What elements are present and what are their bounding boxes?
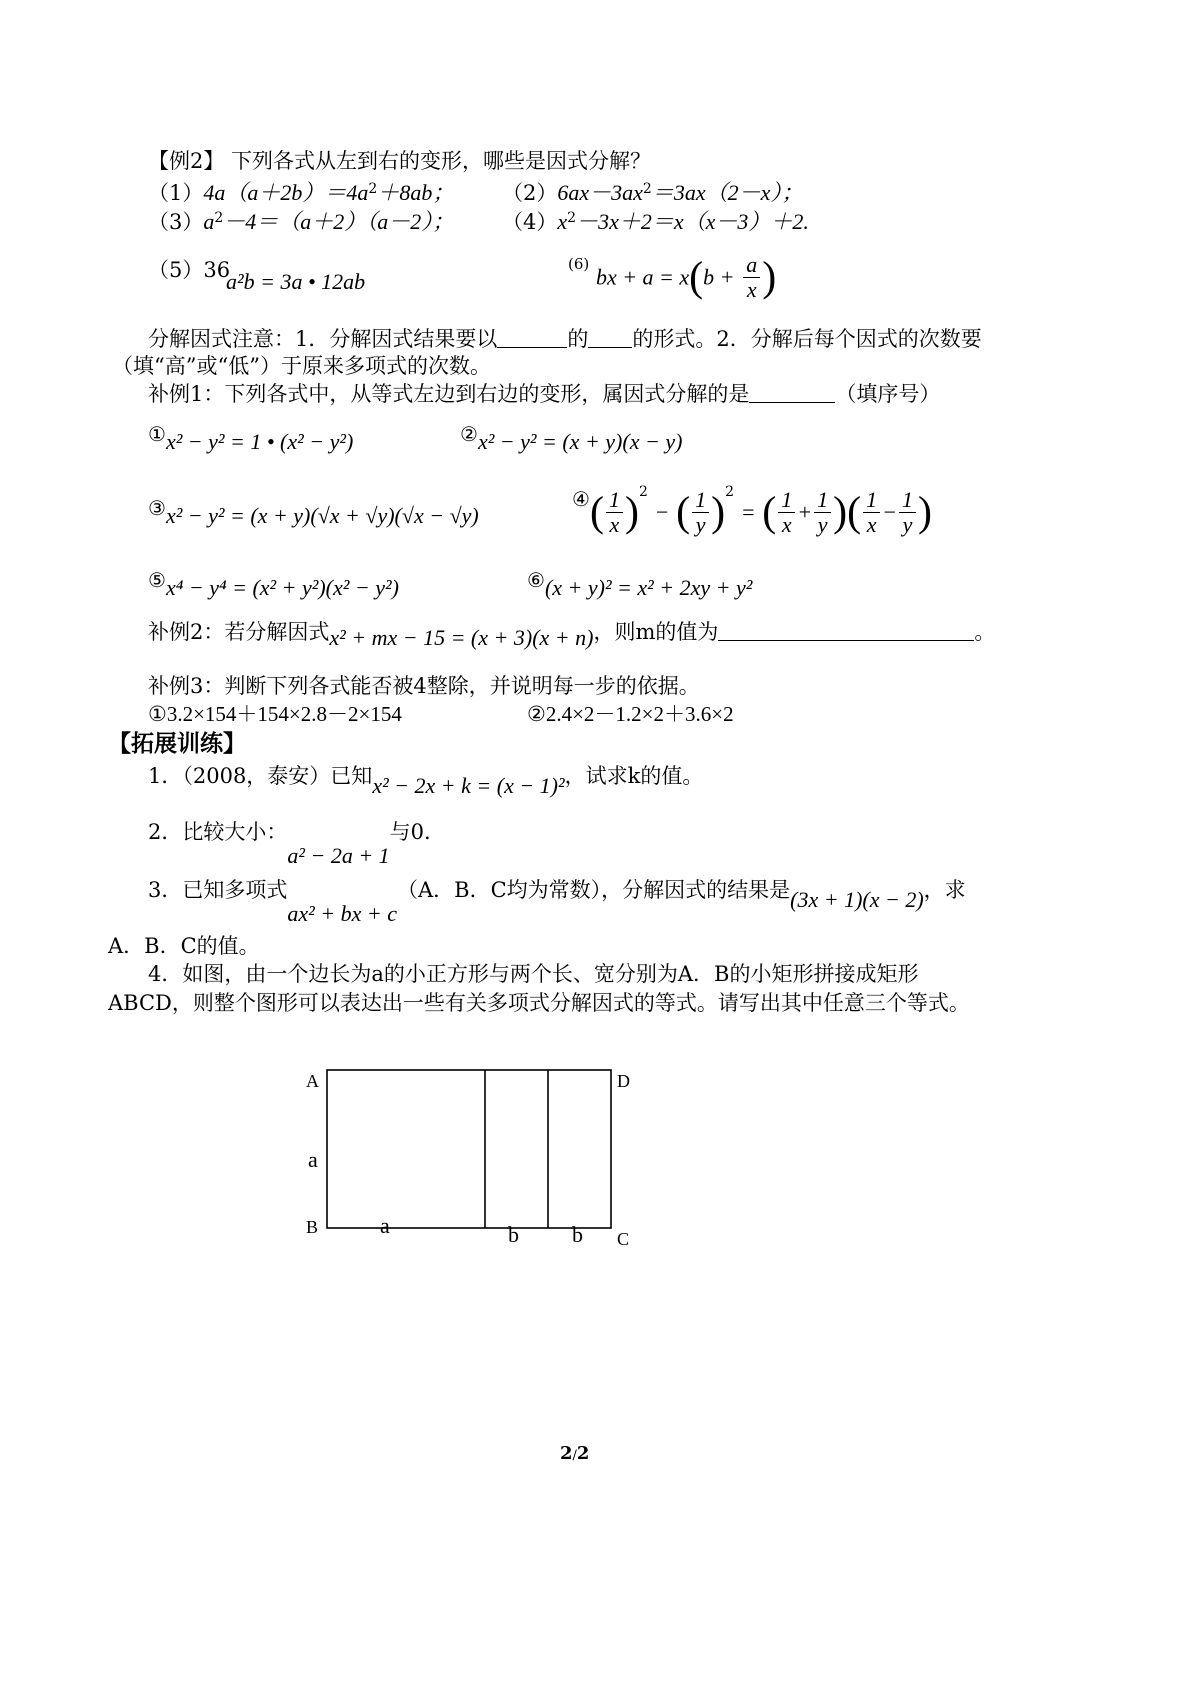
blank-2[interactable]	[588, 327, 632, 348]
extension-q4-line2: ABCD，则整个图形可以表达出一些有关多项式分解因式的等式。请写出其中任意三个等式。	[108, 991, 970, 1015]
supp1-option-3: ③x² − y² = (x + y)(√x + √y)(√x − √y)	[148, 496, 479, 528]
extension-q2: 2．比较大小：a² − 2a + 1与0.	[148, 820, 431, 868]
label-b2: b	[572, 1222, 583, 1247]
supp1-title: 补例1：下列各式中，从等式左边到右边的变形，属因式分解的是 （填序号）	[148, 382, 941, 406]
label-A: A	[306, 1071, 319, 1091]
example2-item-3: $(3)a^2-4=(a+2)(a-2)$；	[148, 209, 455, 234]
page-number: 2/2	[560, 1443, 590, 1464]
blank-3[interactable]	[749, 382, 835, 403]
example2-item-5: （5）36	[148, 258, 231, 282]
label-D: D	[617, 1071, 630, 1091]
label-B: B	[306, 1217, 319, 1237]
example2-item-1: $(1)4a(a+2b)=4a^2+8ab$；	[148, 180, 455, 205]
label-bottom-a: a	[380, 1213, 390, 1238]
factor-note-line2: （填“高”或“低”）于原来多项式的次数。	[112, 354, 491, 378]
extension-q3: 3．已知多项式ax² + bx + c（A．B．C均为常数），分解因式的结果是(3x + 1)(x − 2)，求	[148, 878, 966, 926]
label-side-a: a	[308, 1147, 318, 1172]
example2-item-2: $(2)6ax-3ax^2=3ax(2-x)$；	[502, 180, 804, 205]
example2-title: 【例2】 下列各式从左到右的变形，哪些是因式分解？	[148, 149, 652, 173]
rect-abcd	[327, 1070, 611, 1228]
blank-1[interactable]	[497, 327, 567, 348]
example2-item-5-expr: a²b = 3a • 12ab	[226, 269, 366, 294]
supp1-option-1: ①x² − y² = 1 • (x² − y²)	[148, 422, 354, 454]
supp1-option-2: ②x² − y² = (x + y)(x − y)	[460, 422, 683, 454]
label-b1: b	[508, 1222, 519, 1247]
supp3-title: 补例3：判断下列各式能否被4整除，并说明每一步的依据。	[148, 674, 700, 698]
supp2: 补例2：若分解因式x² + mx − 15 = (x + 3)(x + n)，则m的值为 。	[148, 620, 996, 650]
factor-note-line1: 分解因式注意：1．分解因式结果要以 的 的形式。2．分解后每个因式的次数要	[148, 327, 982, 351]
label-C: C	[617, 1229, 630, 1249]
supp1-option-5: ⑤x⁴ − y⁴ = (x² + y²)(x² − y²)	[148, 568, 399, 600]
example2-item-4: $(4)x^2-3x+2=x(x-3)+2$.	[502, 209, 809, 234]
supp1-option-6: ⑥(x + y)² = x² + 2xy + y²	[527, 568, 753, 600]
extension-q4-line1: 4．如图，由一个边长为a的小正方形与两个长、宽分别为A．B的小矩形拼接成矩形	[148, 962, 919, 986]
extension-q1: 1．（2008，泰安）已知x² − 2x + k = (x − 1)²，试求k的值。	[148, 764, 704, 798]
extension-heading: 【拓展训练】	[108, 730, 246, 757]
extension-q3-line2: A．B．C的值。	[108, 934, 260, 958]
supp3-item-1: ①3.2×154＋154×2.8－2×154	[148, 702, 402, 726]
rectangle-abcd-figure	[290, 1055, 650, 1260]
example2-item-6: $^{(6)}$ bx + a = x(b + $\frac{a}{x}$ )	[568, 252, 777, 302]
blank-4[interactable]	[718, 620, 974, 641]
supp1-option-4: ④( $\frac{1}{x}$ )$^2$ − ( $\frac{1}{y}$ )$^2$ = ( $\frac{1}{x}$ + $\frac{1}{y}$ )( $\frac{1}{x}$ − $\frac{1}{y}$ )	[572, 484, 932, 537]
supp3-item-2: ②2.4×2－1.2×2＋3.6×2	[527, 702, 734, 726]
